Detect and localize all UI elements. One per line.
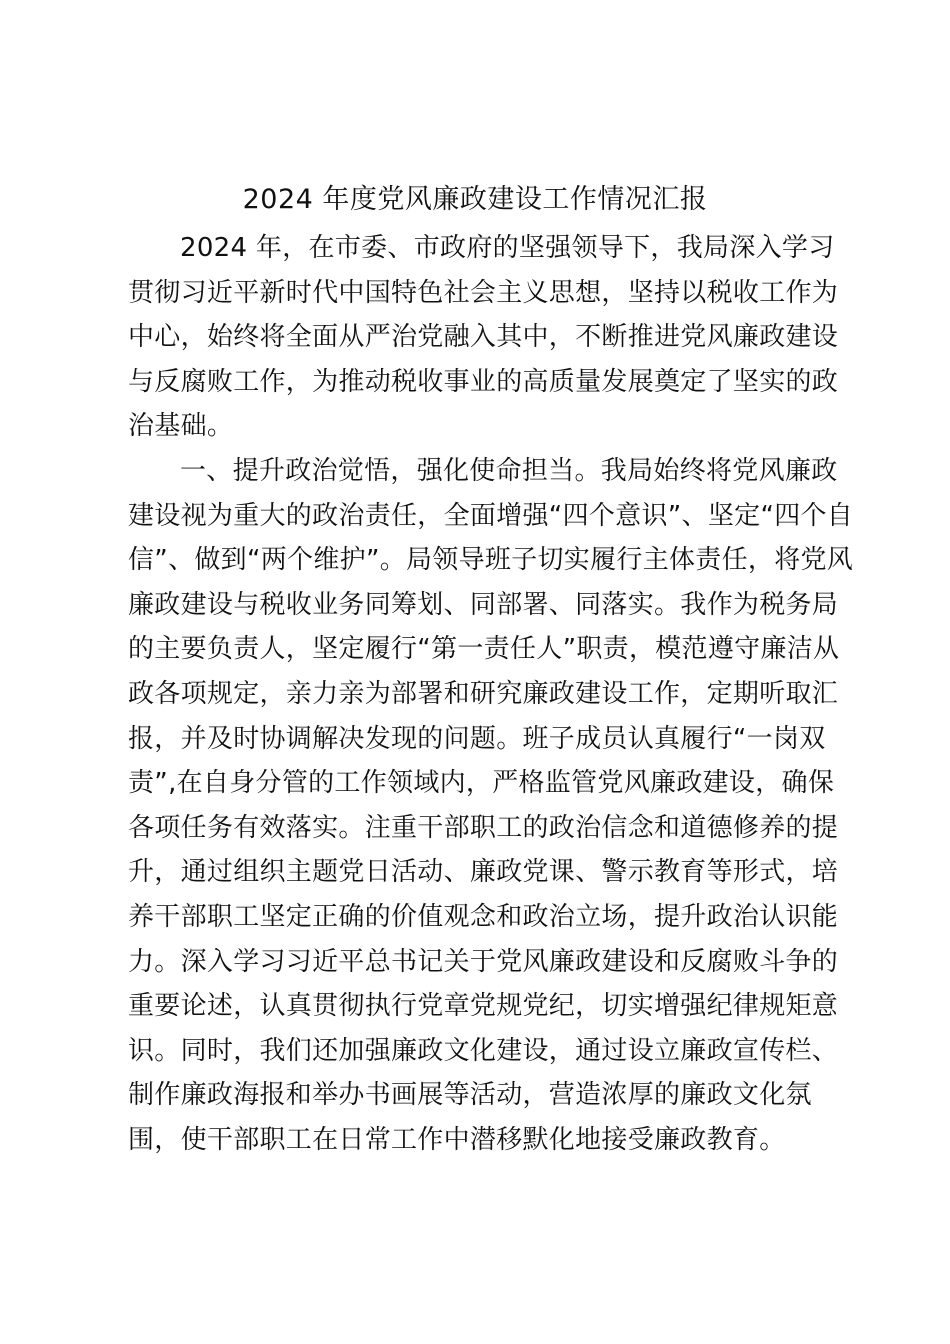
text-line: 2024 年，在市委、市政府的坚强领导下，我局深入学习 [180,233,835,263]
text-line: 报，并及时协调解决发现的问题。班子成员认真履行“一岗双 [128,723,826,754]
text-line: 建设视为重大的政治责任，全面增强“四个意识”、坚定“四个自 [128,500,854,531]
paragraph-intro [128,226,839,449]
text-line: 治基础。 [128,411,234,442]
text-line: 政各项规定，亲力亲为部署和研究廉政建设工作，定期听取汇 [128,678,839,709]
text-line: 一、提升政治觉悟，强化使命担当。我局始终将党风廉政 [180,455,838,486]
text-line: 中心，始终将全面从严治党融入其中，不断推进党风廉政建设 [128,322,839,353]
text-line: 围，使干部职工在日常工作中潜移默化地接受廉政教育。 [128,1124,786,1155]
text-line: 与反腐败工作，为推动税收事业的高质量发展奠定了坚实的政 [128,366,839,397]
paragraph-section-one [128,449,854,1163]
text-line: 各项任务有效落实。注重干部职工的政治信念和道德修养的提 [128,812,839,843]
document-title: 2024 年度党风廉政建设工作情况汇报 [242,184,708,215]
text-line: 重要论述，认真贯彻执行党章党规党纪，切实增强纪律规矩意 [128,991,839,1022]
text-line: 的主要负责人，坚定履行“第一责任人”职责，模范遵守廉洁从 [128,634,840,665]
text-line: 力。深入学习习近平总书记关于党风廉政建设和反腐败斗争的 [128,946,839,977]
text-line: 责”,在自身分管的工作领域内，严格监管党风廉政建设，确保 [128,768,835,799]
text-line: 识。同时，我们还加强廉政文化建设，通过设立廉政宣传栏、 [128,1035,839,1066]
text-line: 贯彻习近平新时代中国特色社会主义思想，坚持以税收工作为 [128,277,839,308]
document-body [128,226,854,1162]
text-line: 信”、做到“两个维护”。局领导班子切实履行主体责任，将党风 [128,545,854,576]
text-line: 廉政建设与税收业务同筹划、同部署、同落实。我作为税务局 [128,589,839,620]
text-line: 升，通过组织主题党日活动、廉政党课、警示教育等形式，培 [128,857,839,888]
text-line: 养干部职工坚定正确的价值观念和政治立场，提升政治认识能 [128,901,839,932]
text-line: 制作廉政海报和举办书画展等活动，营造浓厚的廉政文化氛 [128,1080,812,1111]
